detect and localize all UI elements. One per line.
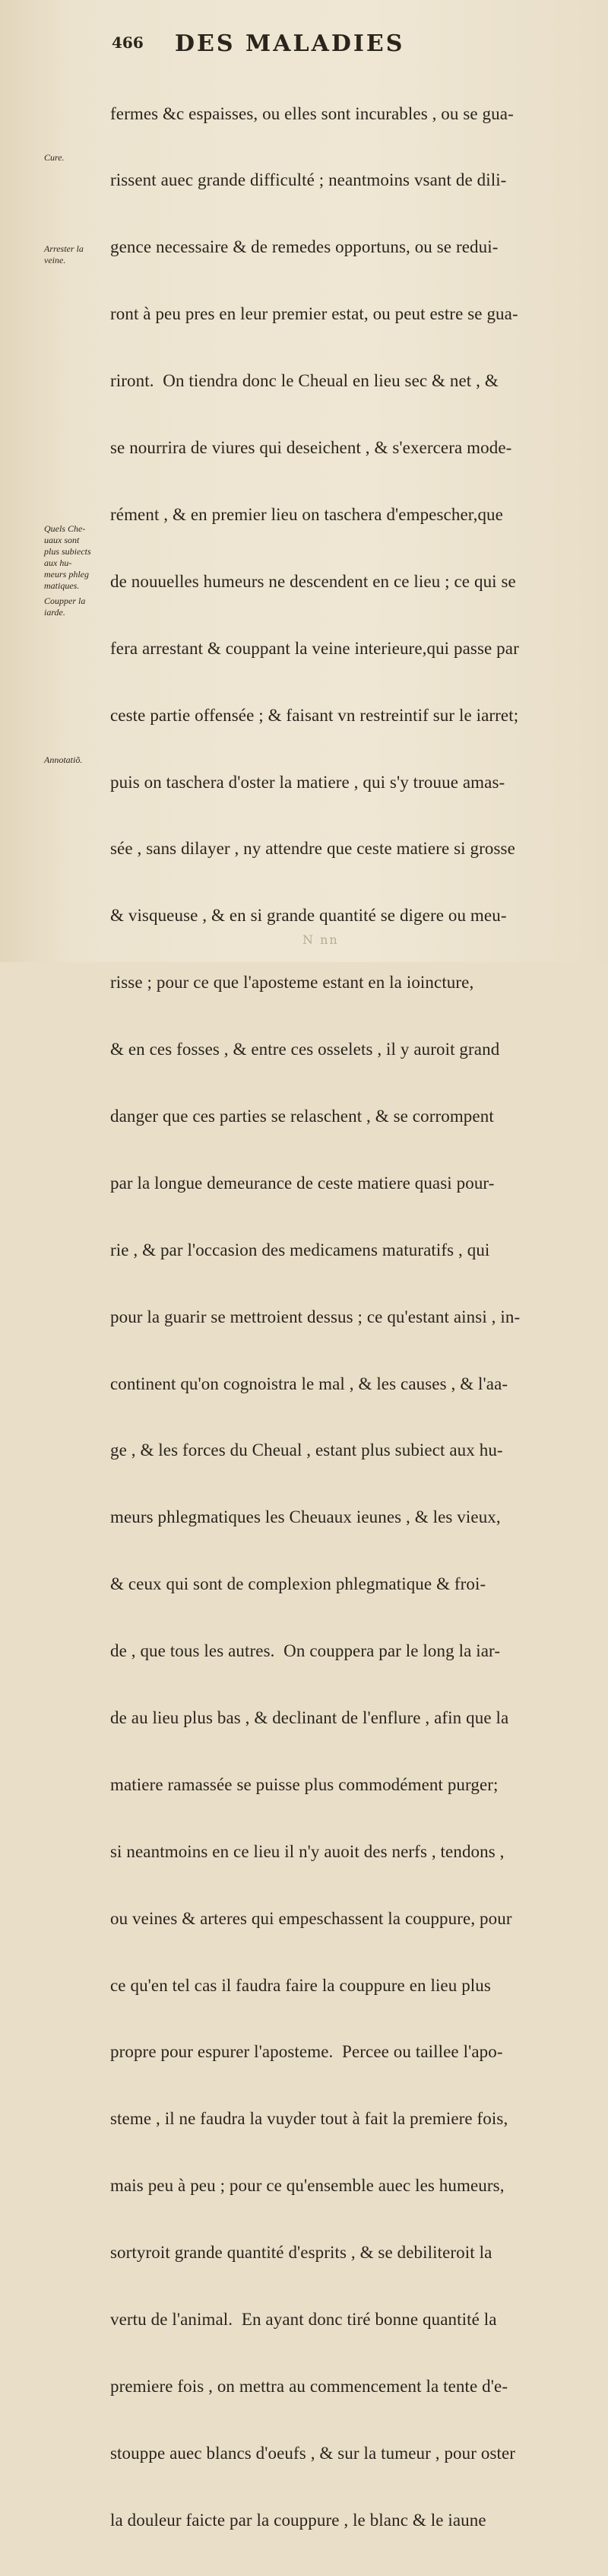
body-text: [110, 58, 581, 2576]
text-line: riront. On tiendra donc le Cheual en lieu sec & net , &: [110, 371, 499, 391]
text-line: ront à peu pres en leur premier estat, ou peut estre se gua-: [110, 304, 518, 324]
text-line: danger que ces parties se relaschent , & se corrompent: [110, 1106, 494, 1126]
margin-note-line: Coupper la: [44, 596, 86, 606]
margin-note-line: Quels Che-: [44, 523, 86, 534]
text-line: meurs phlegmatiques les Cheuaux ieunes , & les vieux,: [110, 1507, 501, 1527]
signature-mark: N nn: [302, 932, 339, 947]
margin-note-line: meurs phleg: [44, 569, 89, 580]
text-line: rissent auec grande difficulté ; neantmoins vsant de dili-: [110, 170, 507, 190]
text-line: & visqueuse , & en si grande quantité se digere ou meu-: [110, 906, 507, 926]
text-line: pour la guarir se mettroient dessus ; ce qu'estant ainsi , in-: [110, 1307, 521, 1326]
text-line: premiere fois , on mettra au commencement la tente d'e-: [110, 2376, 508, 2396]
text-line: fera arrestant & couppant la veine interieure,qui passe par: [110, 638, 519, 658]
text-line: mais peu à peu ; pour ce qu'ensemble auec les humeurs,: [110, 2176, 505, 2196]
margin-note-line: Arrester la: [44, 243, 84, 254]
text-line: rément , & en premier lieu on taschera d'empescher,que: [110, 504, 503, 524]
text-line: se nourrira de viures qui deseichent , & s'exercera mode-: [110, 438, 512, 458]
margin-note-line: matiques.: [44, 580, 80, 591]
text-line: par la longue demeurance de ceste matiere quasi pour-: [110, 1173, 495, 1193]
margin-note-line: veine.: [44, 255, 66, 265]
text-line: si neantmoins en ce lieu il n'y auoit des nerfs , tendons ,: [110, 1841, 505, 1861]
margin-note-line: plus subiects: [44, 546, 91, 557]
text-line: vertu de l'animal. En ayant donc tiré bonne quantité la: [110, 2309, 497, 2329]
margin-note-cure: Cure.: [44, 152, 65, 163]
running-title: DES MALADIES: [175, 30, 405, 57]
text-line: gence necessaire & de remedes opportuns, ou se redui-: [110, 237, 499, 257]
text-line: ge , & les forces du Cheual , estant plus subiect aux hu-: [110, 1440, 503, 1460]
text-line: la douleur faicte par la couppure , le blanc & le iaune: [110, 2510, 486, 2530]
text-line: stouppe auec blancs d'oeufs , & sur la tumeur , pour oster: [110, 2443, 516, 2463]
text-line: ou veines & arteres qui empeschassent la couppure, pour: [110, 1908, 512, 1928]
text-line: de , que tous les autres. On couppera par le long la iar-: [110, 1641, 501, 1661]
text-line: de nouuelles humeurs ne descendent en ce lieu ; ce qui se: [110, 571, 516, 591]
text-line: & en ces fosses , & entre ces osselets , il y auroit grand: [110, 1040, 500, 1059]
margin-note-line: iarde.: [44, 607, 65, 618]
text-line: & ceux qui sont de complexion phlegmatique & froi-: [110, 1574, 486, 1594]
page-number: 466: [112, 33, 144, 52]
margin-note-annotation: Annotatiõ.: [44, 754, 83, 765]
page-header: [106, 30, 562, 61]
margin-note-line: uaux sont: [44, 535, 80, 545]
margin-note-coupper: [44, 596, 114, 618]
margin-note-line: aux hu-: [44, 557, 72, 568]
text-line: de au lieu plus bas , & declinant de l'enflure , afin que la: [110, 1707, 509, 1727]
text-line: risse ; pour ce que l'aposteme estant en la ioincture,: [110, 973, 474, 993]
text-line: ce qu'en tel cas il faudra faire la couppure en lieu plus: [110, 1975, 491, 1995]
text-line: sée , sans dilayer , ny attendre que ceste matiere si grosse: [110, 839, 515, 859]
margin-note-quels-cheuaux: [44, 523, 114, 592]
text-line: ceste partie offensée ; & faisant vn restreintif sur le iarret;: [110, 705, 519, 725]
text-line: fermes &c espaisses, ou elles sont incurables , ou se gua-: [110, 103, 514, 123]
text-line: steme , il ne faudra la vuyder tout à fait la premiere fois,: [110, 2109, 508, 2129]
text-line: matiere ramassée se puisse plus commodément purger;: [110, 1774, 499, 1794]
text-line: puis on taschera d'oster la matiere , qui s'y trouue amas-: [110, 772, 505, 792]
text-line: continent qu'on cognoistra le mal , & les causes , & l'aa-: [110, 1374, 508, 1393]
text-line: sortyroit grande quantité d'esprits , & se debiliteroit la: [110, 2243, 492, 2263]
margin-note-arrester: [44, 243, 114, 266]
text-line: propre pour espurer l'aposteme. Percee ou taillee l'apo-: [110, 2042, 503, 2062]
text-line: rie , & par l'occasion des medicamens maturatifs , qui: [110, 1240, 490, 1259]
